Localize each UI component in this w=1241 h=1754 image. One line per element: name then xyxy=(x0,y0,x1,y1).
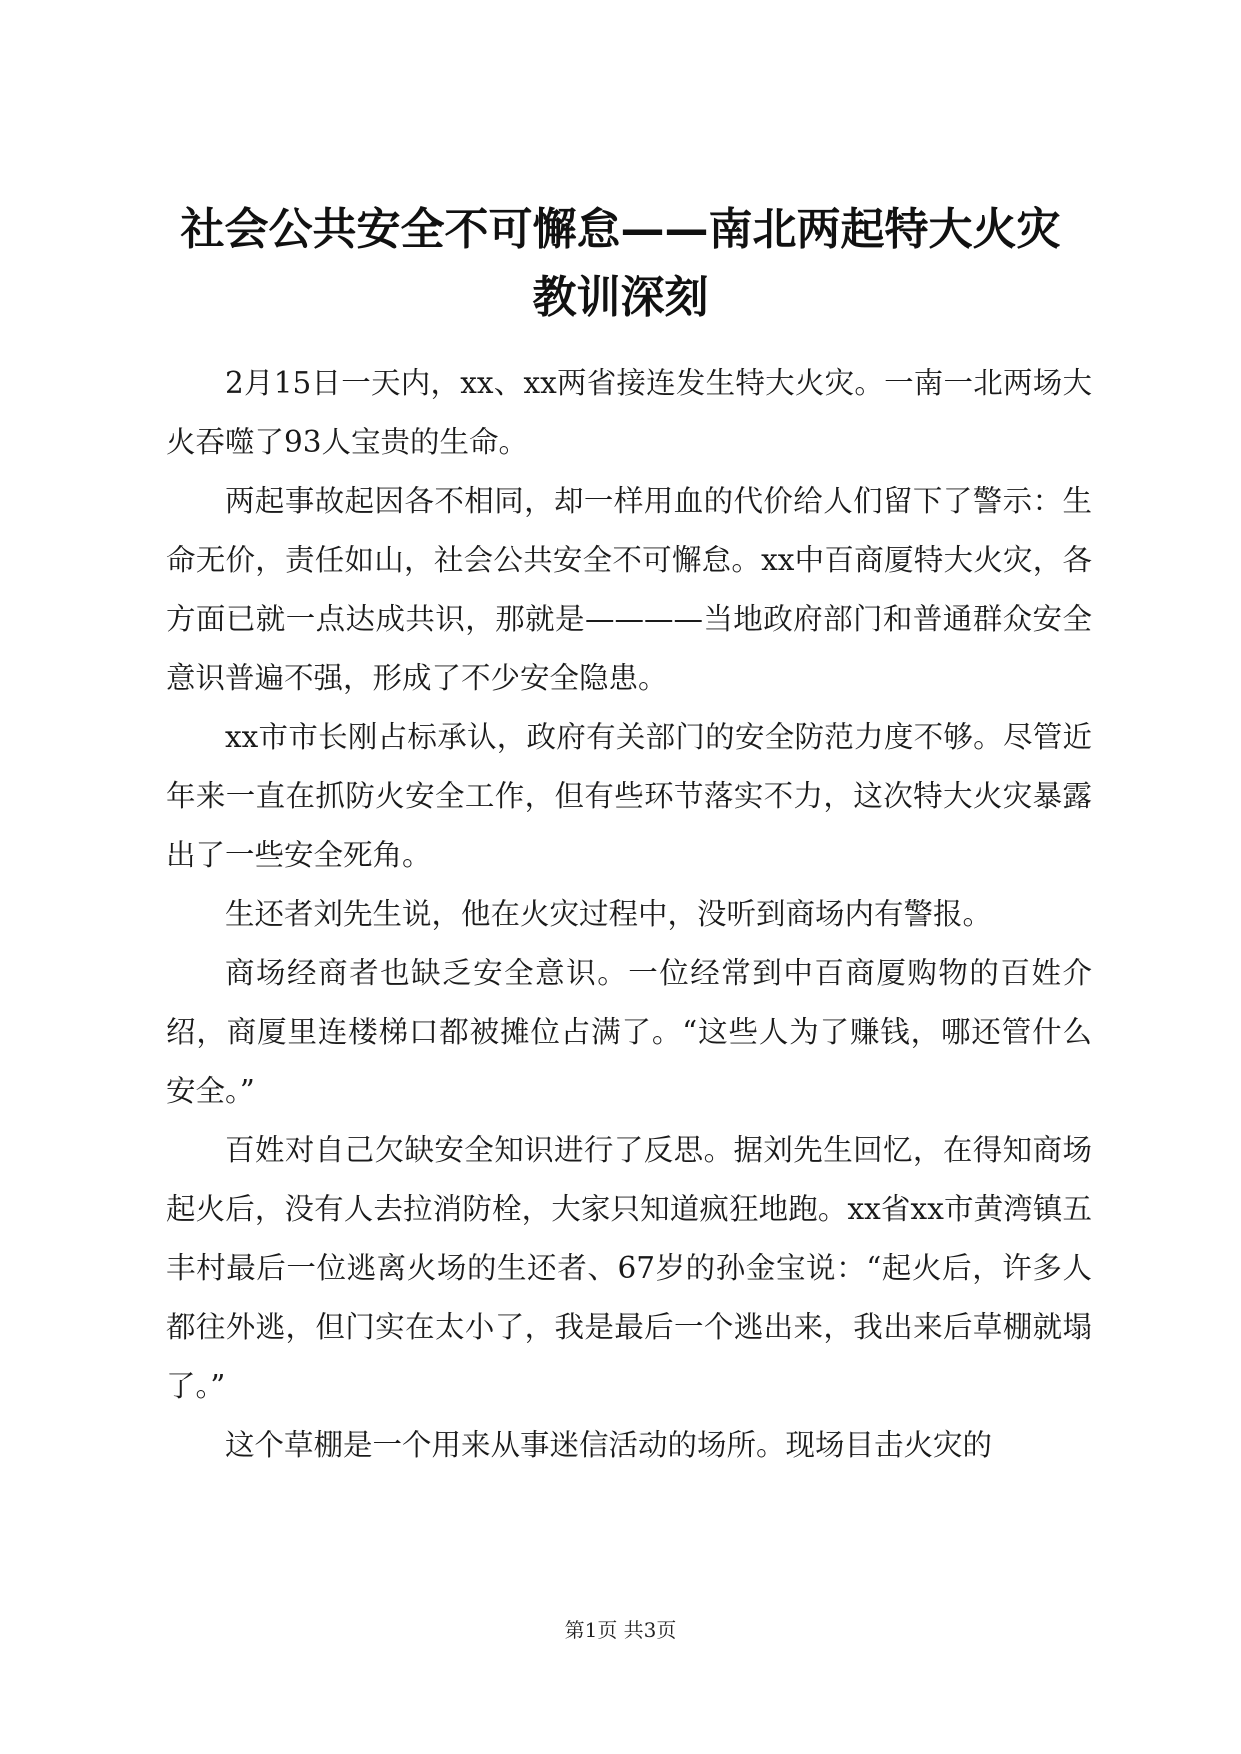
page-footer: 第1页 共3页 xyxy=(564,1618,677,1642)
paragraph: 这个草棚是一个用来从事迷信活动的场所。现场目击火灾的 xyxy=(225,1428,993,1462)
paragraph: xx市市长刚占标承认，政府有关部门的安全防范力度不够。尽管近年来一直在抓防火安全工作，但有些环节落实不力，这次特大火灾暴露出了一些安全死角。 xyxy=(166,720,1092,872)
paragraph: 商场经商者也缺乏安全意识。一位经常到中百商厦购物的百姓介绍，商厦里连楼梯口都被摊位占满了。“这些人为了赚钱，哪还管什么安全。” xyxy=(166,956,1092,1108)
paragraph: 百姓对自己欠缺安全知识进行了反思。据刘先生回忆，在得知商场起火后，没有人去拉消防栓，大家只知道疯狂地跑。xx省xx市黄湾镇五丰村最后一位逃离火场的生还者、67岁的孙金宝说：“起火后，许多人都往外逃，但门实在太小了，我是最后一个逃出来，我出来后草棚就塌了。” xyxy=(166,1133,1092,1403)
paragraph: 两起事故起因各不相同，却一样用血的代价给人们留下了警示：生命无价，责任如山，社会公共安全不可懈怠。xx中百商厦特大火灾，各方面已就一点达成共识，那就是————当地政府部门和普通群众安全意识普遍不强，形成了不少安全隐患。 xyxy=(166,484,1092,695)
title-line-2: 教训深刻 xyxy=(532,272,709,323)
paragraph: 2月15日一天内，xx、xx两省接连发生特大火灾。一南一北两场大火吞噬了93人宝贵的生命。 xyxy=(166,366,1092,459)
title-line-1: 社会公共安全不可懈怠——南北两起特大火灾 xyxy=(180,204,1061,255)
paragraph: 生还者刘先生说，他在火灾过程中，没听到商场内有警报。 xyxy=(225,897,993,931)
document-title xyxy=(150,196,1091,332)
document-body xyxy=(166,354,1092,1475)
